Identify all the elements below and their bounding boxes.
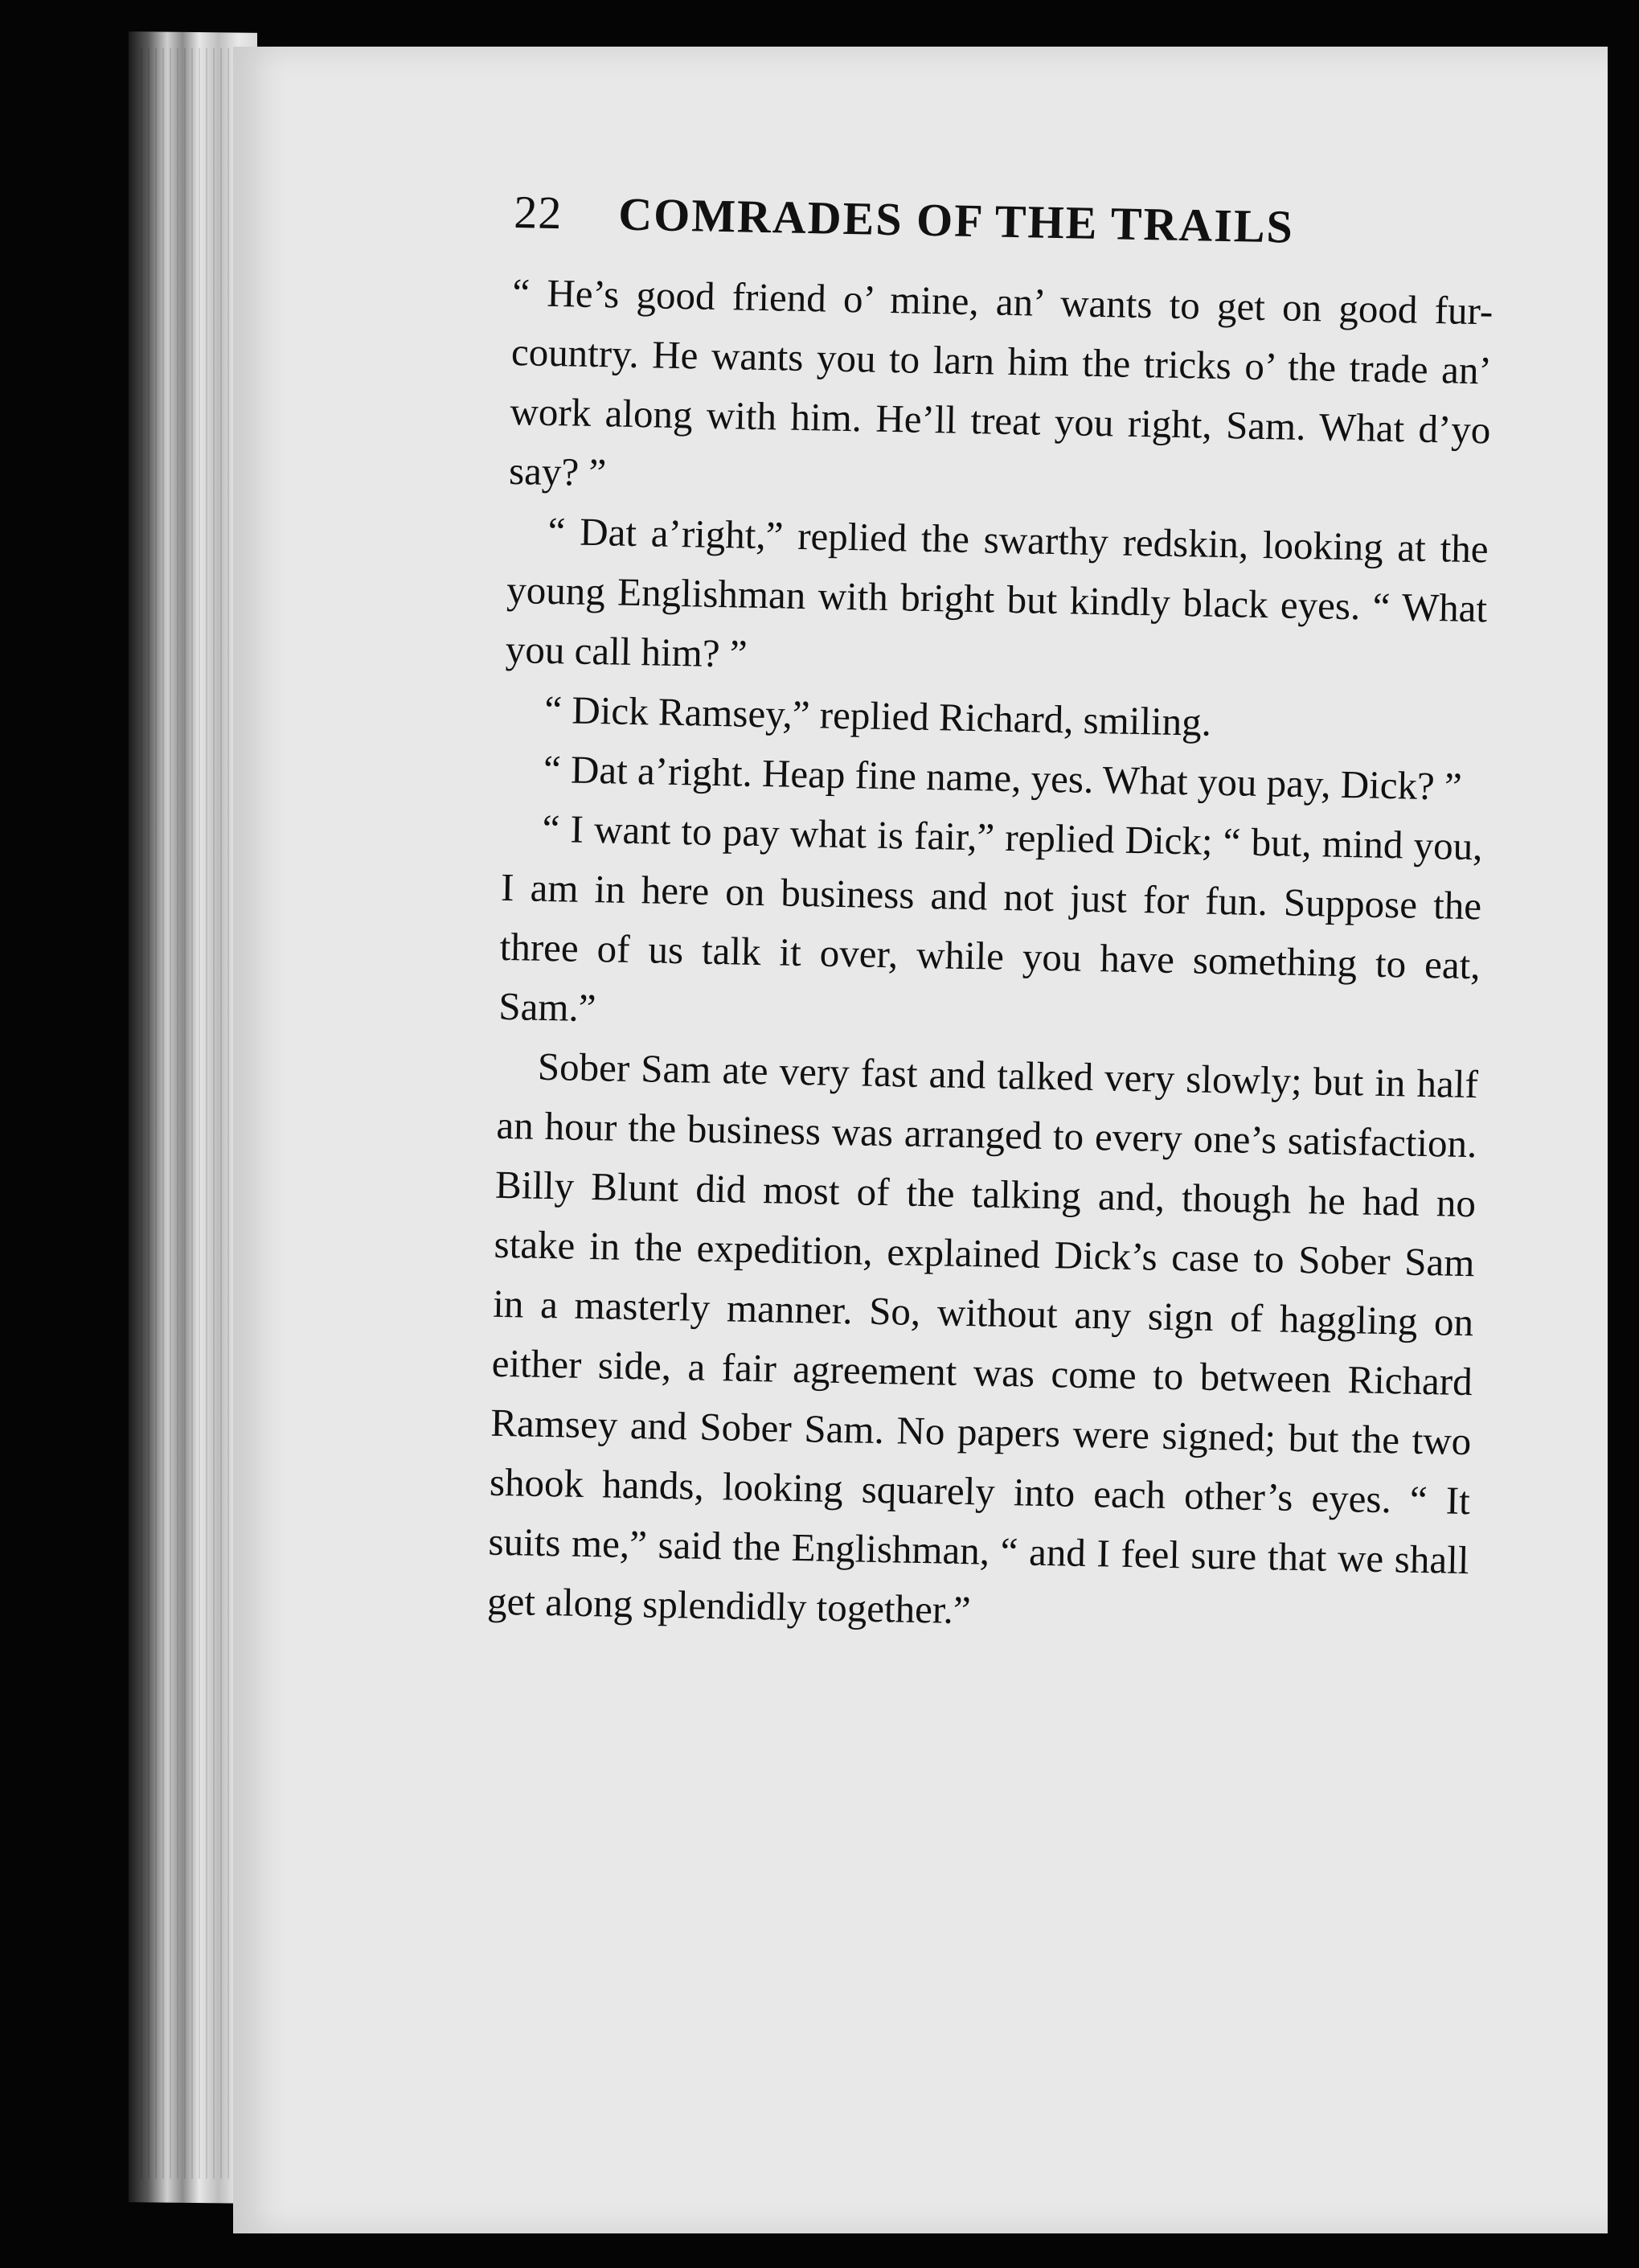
page-number: 22: [513, 185, 563, 240]
page-content: [486, 185, 1494, 1650]
paragraph: Sober Sam ate very fast and talked very slowly; but in half an hour the business was arranged to every one’s satisfaction. Billy Blunt did most of the talking and, though he had no stake in the expedition, explained Dick’s case to Sober Sam in a masterly manner. So, without any sign of haggling on either side, a fair agreement was come to between Richard Ramsey and Sober Sam. No papers were signed; but the two shook hands, looking squarely into each other’s eyes. “ It suits me,” said the Englishman, “ and I feel sure that we shall get along splendidly together.”: [486, 1044, 1479, 1633]
paragraph: “ Dat a’right. Heap fine name, yes. What you pay, Dick? ”: [543, 746, 1463, 809]
paragraph: “ I want to pay what is fair,” replied Dick; “ but, mind you, I am in here on business and not just for fun. Suppose the three of us talk it over, while you have something to eat, Sam.”: [498, 806, 1483, 1031]
body-text: [486, 263, 1493, 1650]
paragraph: “ Dick Ramsey,” replied Richard, smiling.: [543, 687, 1212, 744]
paragraph: “ Dat a’right,” replied the swarthy redskin, looking at the young Englishman with bright but kindly black eyes. “ What you call him? ”: [505, 508, 1489, 676]
running-title: COMRADES OF THE TRAILS: [617, 187, 1295, 253]
paragraph: “ He’s good friend o’ mine, an’ wants to get on good fur-country. He wants you to larn him the tricks o’ the trade an’ work along with him. He’ll treat you right, Sam. What d’yo say? ”: [508, 269, 1494, 495]
page-edges: [141, 48, 237, 2179]
